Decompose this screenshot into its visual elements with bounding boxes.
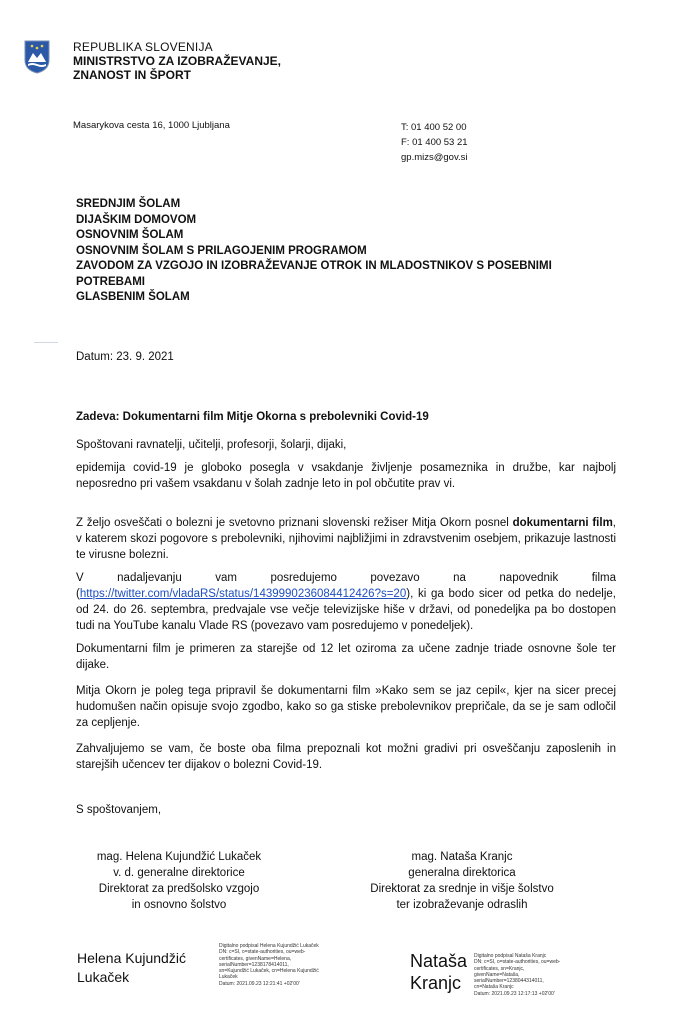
fax: F: 01 400 53 21 (401, 137, 468, 148)
paragraph-3-text-a: V nadaljevanju vam posredujemo povezavo na napovednik filma ( (76, 572, 616, 600)
twitter-trailer-link[interactable]: https://twitter.com/vladaRS/status/1439990236084412426?s=20 (79, 588, 407, 600)
address: Masarykova cesta 16, 1000 Ljubljana (73, 120, 230, 131)
ministry-header (73, 40, 281, 82)
paragraph-6: Zahvaljujemo se vam, če boste oba filma prepoznali kot možni gradivi pri osveščanju zaposlenih in starejših učencev ter dijakov o bolezni Covid-19. (76, 743, 616, 771)
margin-divider (34, 342, 58, 343)
signature-detail-line: Datum: 2021.09.23 12:17:13 +02'00' (474, 990, 555, 997)
digital-signature-details-left (219, 943, 339, 987)
signature-detail-line: DN: c=SI, o=state-authorities, ou=web- (474, 959, 561, 966)
signer-dept: Direktorat za srednje in višje šolstvo (370, 883, 554, 895)
letter-date: Datum: 23. 9. 2021 (76, 351, 174, 363)
paragraph-5: Mitja Okorn je poleg tega pripravil še dokumentarni film »Kako sem se jaz cepil«, kjer na sicer precej hudomušen način opisuje svojo zgodbo, kako so ga stiske prebolevnikov prepričale, da se je sam odločil za cepljenje. (76, 685, 616, 729)
signature-detail-line: sn=Kujundžić Lukaček, cn=Helena Kujundžić (219, 968, 319, 975)
signature-last-name: Kranjc (410, 973, 462, 993)
signature-detail-line: Digitalno podpisal Nataša Kranjc (474, 953, 547, 959)
paragraph-1: epidemija covid-19 je globoko posegla v vsakdanje življenje posameznika in družbe, kar najbolj neposredno pri vašem vsakdanu v šolah zadnje leto in pol občutite prav vi. (76, 462, 616, 490)
recipient-line: ZAVODOM ZA VZGOJO IN IZOBRAŽEVANJE OTROK IN MLADOSTNIKOV S POSEBNIMI (76, 260, 552, 272)
signature-detail-line: Datum: 2021.09.23 12:21:41 +02'00' (219, 980, 300, 987)
header-line1: REPUBLIKA SLOVENIJA (73, 40, 213, 54)
signature-first-name: Nataša (410, 951, 468, 971)
signature-detail-line: certificates, sn=Kranjc, (474, 965, 525, 972)
signer-name: mag. Helena Kujundžić Lukaček (96, 851, 262, 863)
recipient-line: SREDNJIM ŠOLAM (76, 198, 181, 210)
recipient-line: POTREBAMI (76, 275, 145, 288)
header-line3: ZNANOST IN ŠPORT (73, 68, 192, 82)
signature-detail-line: serialNumber=1238044314011, (474, 978, 544, 985)
recipient-line: GLASBENIM ŠOLAM (76, 291, 190, 303)
signature-last-name: Lukaček (77, 969, 130, 985)
paragraph-2-text-a: Z željo osveščati o bolezni je svetovno priznani slovenski režiser Mitja Okorn posnel (76, 517, 513, 529)
digital-signature-name-right (410, 950, 467, 994)
phone: T: 01 400 52 00 (401, 122, 467, 133)
signer-dept: ter izobraževanje odraslih (396, 899, 528, 911)
paragraph-3-text-b: ), ki ga bodo sicer od petka do nedelje, od 24. do 26. septembra, predvajale vse večje televizijske hiše v državi, od ponedeljka pa bo dostopen tudi na YouTube kanalu Vlade RS (povezavo vam posredujemo v ponedeljek). (76, 588, 616, 632)
signature-detail-line: DN: c=SI, o=state-authorities, ou=web- (219, 949, 306, 956)
paragraph-2 (76, 515, 616, 563)
signature-first-name: Helena Kujundžić (77, 950, 186, 966)
recipient-line: OSNOVNIM ŠOLAM (76, 229, 184, 241)
signature-detail-line: certificates, givenName=Helena, (219, 955, 292, 962)
signer-left (64, 849, 294, 913)
paragraph-2-bold: dokumentarni film (512, 517, 613, 529)
recipient-list (76, 197, 656, 306)
signature-detail-line: Lukaček (219, 974, 238, 981)
signer-dept: Direktorat za predšolsko vzgojo (98, 883, 260, 895)
digital-signature-name-left (77, 949, 186, 987)
email: gp.mizs@gov.si (401, 152, 468, 163)
recipient-line: OSNOVNIM ŠOLAM S PRILAGOJENIM PROGRAMOM (76, 244, 367, 257)
digital-signature-details-right (474, 953, 584, 997)
recipient-line: DIJAŠKIM DOMOVOM (76, 213, 197, 226)
signature-detail-line: givenName=Nataša, (474, 971, 520, 978)
signer-name: mag. Nataša Kranjc (411, 851, 513, 863)
signer-right (347, 849, 577, 913)
signature-detail-line: serialNumber=1238178414011, (219, 961, 289, 968)
signer-dept: in osnovno šolstvo (131, 899, 227, 911)
contact-block (401, 120, 468, 165)
slovenia-coat-of-arms-icon (24, 40, 50, 74)
letter-subject: Zadeva: Dokumentarni film Mitje Okorna s prebolevniki Covid-19 (76, 411, 429, 423)
paragraph-3 (76, 570, 616, 634)
greeting: Spoštovani ravnatelji, učitelji, profesorji, šolarji, dijaki, (76, 439, 347, 451)
header-line2: MINISTRSTVO ZA IZOBRAŽEVANJE, (73, 54, 282, 68)
paragraph-4: Dokumentarni film je primeren za starejše od 12 let oziroma za učene zadnje triade osnovne šole ter dijake. (76, 643, 616, 671)
signature-detail-line: cn=Nataša Kranjc (474, 984, 514, 991)
signature-detail-line: Digitalno podpisal Helena Kujundžić Lukaček (219, 943, 319, 949)
signer-title: generalna direktorica (408, 867, 516, 879)
paragraph-2-text-b: , v katerem skozi pogovore s prebolevniki, njihovimi najbližjimi in zdravstvenim osebjem, prikazuje lastnosti te virusne bolezni. (76, 517, 616, 561)
closing: S spoštovanjem, (76, 804, 162, 816)
signer-title: v. d. generalne direktorice (113, 867, 245, 879)
